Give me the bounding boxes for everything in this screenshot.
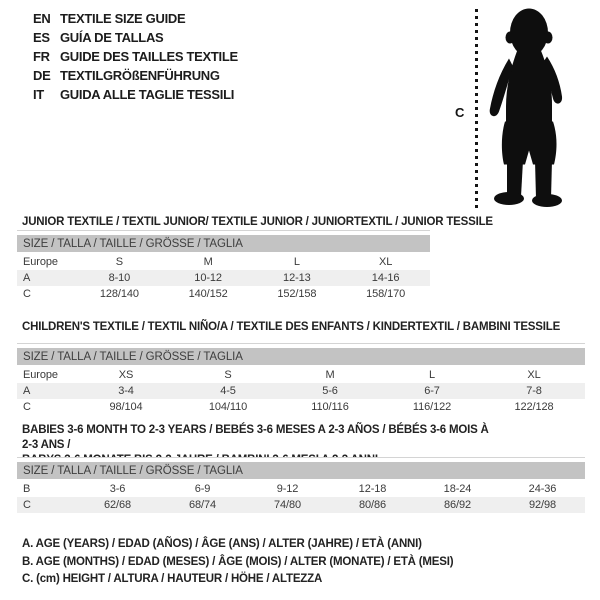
row-label: Europe xyxy=(23,369,58,381)
table-cell: 14-16 xyxy=(341,270,430,286)
row-label: A xyxy=(17,270,75,286)
table-cell: 6-7 xyxy=(381,383,483,399)
language-code: DE xyxy=(33,68,51,83)
language-title: TEXTILE SIZE GUIDE xyxy=(60,11,186,26)
table-row xyxy=(17,497,585,513)
height-dotted-line xyxy=(475,9,478,209)
section-title-junior: JUNIOR TEXTILE / TEXTIL JUNIOR/ TEXTILE JUNIOR / JUNIORTEXTIL / JUNIOR TESSILE xyxy=(22,216,493,228)
table-header-label: SIZE / TALLA / TAILLE / GRÖSSE / TAGLIA xyxy=(17,348,585,366)
language-code: EN xyxy=(33,11,51,26)
toddler-silhouette-icon xyxy=(485,6,575,212)
table-cell: XS xyxy=(118,369,134,381)
table-cell: 92/98 xyxy=(500,497,585,513)
table-cell: L xyxy=(428,369,436,381)
table-cell: 158/170 xyxy=(366,288,406,300)
table-row xyxy=(17,253,430,270)
table-header-bar xyxy=(17,462,585,480)
row-label: A xyxy=(17,383,75,399)
table-cell: S xyxy=(115,256,123,268)
table-cell: 116/122 xyxy=(412,401,452,413)
table-cell: XL xyxy=(378,256,393,268)
table-row xyxy=(17,480,585,497)
table-cell: 18-24 xyxy=(443,483,472,495)
legend-note: B. AGE (MONTHS) / EDAD (MESES) / ÂGE (MOIS) / ALTER (MONATE) / ETÀ (MESI) xyxy=(22,555,454,568)
row-label: C xyxy=(17,497,75,513)
legend-note: A. AGE (YEARS) / EDAD (AÑOS) / ÂGE (ANS) / ALTER (JAHRE) / ETÀ (ANNI) xyxy=(22,538,422,550)
table-cell: M xyxy=(325,369,335,381)
height-figure xyxy=(450,0,600,220)
table-cell: 12-13 xyxy=(253,270,342,286)
table-header-bar xyxy=(17,235,430,253)
language-row xyxy=(33,9,238,28)
table-cell: 12-18 xyxy=(358,483,387,495)
table-cell: 7-8 xyxy=(483,383,585,399)
row-label: Europe xyxy=(23,256,58,268)
language-row xyxy=(33,28,238,47)
table-cell: 3-4 xyxy=(75,383,177,399)
table-header-label: SIZE / TALLA / TAILLE / GRÖSSE / TAGLIA xyxy=(17,235,430,253)
table-cell: 24-36 xyxy=(528,483,557,495)
table-cell: 128/140 xyxy=(99,288,139,300)
row-label: B xyxy=(23,483,31,495)
row-label: C xyxy=(23,401,31,413)
table-cell: 9-12 xyxy=(276,483,299,495)
table-row xyxy=(17,270,430,286)
table-cell: 62/68 xyxy=(75,497,160,513)
language-title: GUÍA DE TALLAS xyxy=(60,30,164,45)
table-cell: 68/74 xyxy=(160,497,245,513)
table-cell: 122/128 xyxy=(514,401,554,413)
table-cell: L xyxy=(293,256,300,268)
table-header-bar xyxy=(17,348,585,366)
table-cell: M xyxy=(203,256,213,268)
language-row xyxy=(33,47,238,66)
language-title: GUIDE DES TAILLES TEXTILE xyxy=(60,49,238,64)
table-cell: 152/158 xyxy=(277,288,317,300)
table-cell: 98/104 xyxy=(109,401,143,413)
table-cell: 80/86 xyxy=(330,497,415,513)
legend-notes xyxy=(22,536,453,589)
language-title: GUIDA ALLE TAGLIE TESSILI xyxy=(60,87,235,102)
section-title-babies-line1: BABIES 3-6 MONTH TO 2-3 YEARS / BEBÉS 3-6 MESES A 2-3 AÑOS / BÉBÉS 3-6 MOIS À 2-3 ANS / xyxy=(22,424,489,451)
height-measure-label: C xyxy=(455,105,465,120)
table-cell: 110/116 xyxy=(311,401,349,413)
language-code: FR xyxy=(33,49,50,64)
language-list xyxy=(33,9,238,104)
table-cell: 3-6 xyxy=(109,483,126,495)
table-header-label: SIZE / TALLA / TAILLE / GRÖSSE / TAGLIA xyxy=(17,462,585,480)
table-cell: 8-10 xyxy=(75,270,164,286)
size-table-junior xyxy=(17,230,430,302)
size-table-children xyxy=(17,343,585,415)
table-row xyxy=(17,399,585,415)
legend-note: C. (cm) HEIGHT / ALTURA / HAUTEUR / HÖHE / ALTEZZA xyxy=(22,573,323,585)
table-cell: 6-9 xyxy=(194,483,211,495)
table-row xyxy=(17,383,585,399)
language-code: ES xyxy=(33,30,50,45)
table-cell: 10-12 xyxy=(164,270,253,286)
table-cell: 104/110 xyxy=(208,401,248,413)
section-title-children: CHILDREN'S TEXTILE / TEXTIL NIÑO/A / TEXTILE DES ENFANTS / KINDERTEXTIL / BAMBINI TESSILE xyxy=(22,321,561,333)
table-cell: S xyxy=(224,369,232,381)
row-label: C xyxy=(23,288,31,300)
language-row xyxy=(33,85,238,104)
size-table-babies xyxy=(17,457,585,513)
language-code: IT xyxy=(33,87,44,102)
table-cell: XL xyxy=(527,369,541,381)
language-title: TEXTILGRÖßENFÜHRUNG xyxy=(60,68,220,83)
table-row xyxy=(17,286,430,302)
table-cell: 86/92 xyxy=(415,497,500,513)
table-cell: 74/80 xyxy=(245,497,330,513)
table-cell: 5-6 xyxy=(279,383,381,399)
table-cell: 140/152 xyxy=(188,288,228,300)
table-row xyxy=(17,366,585,383)
table-cell: 4-5 xyxy=(177,383,279,399)
language-row xyxy=(33,66,238,85)
